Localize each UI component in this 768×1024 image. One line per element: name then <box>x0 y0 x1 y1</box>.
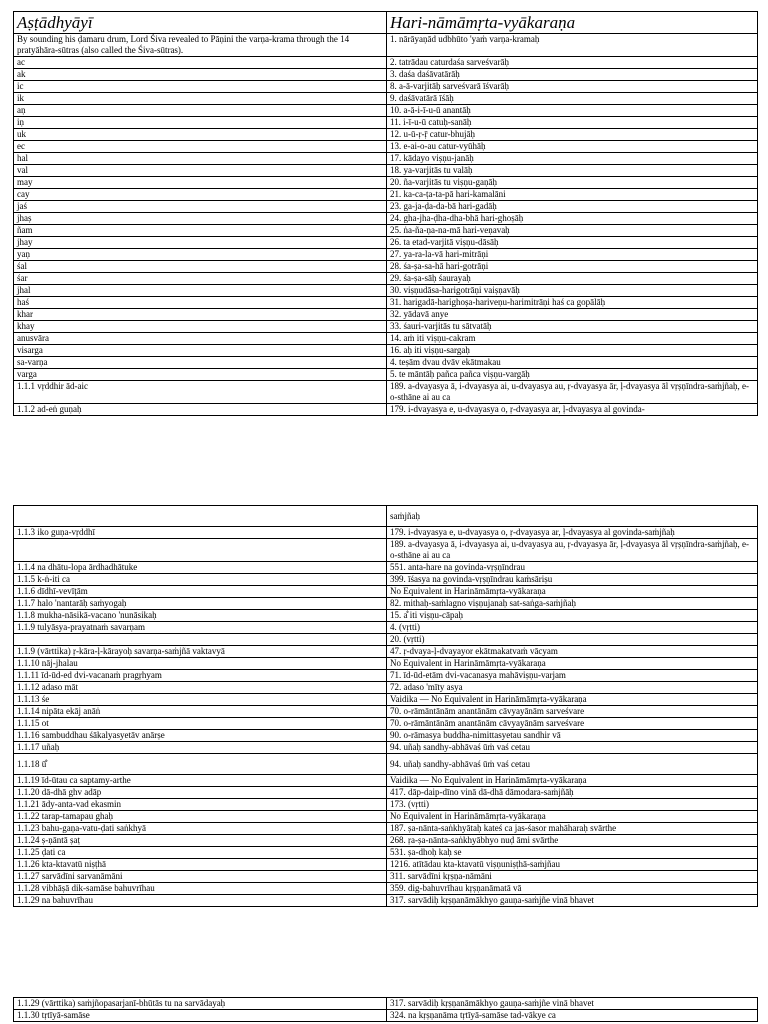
table-part-1 <box>13 11 758 416</box>
sutra-cell: 1.1.1 vṛddhir ād-aic <box>14 381 387 404</box>
sutra-cell: yaṇ <box>14 249 387 261</box>
table-row <box>14 598 758 610</box>
sutra-cell: By sounding his ḍamaru drum, Lord Śiva revealed to Pāṇini the varṇa-krama through the 14 pratyāhāra-sūtras (also called the Śiva-sūtras). <box>14 34 387 57</box>
equivalent-cell: 189. a-dvayasya ā, i-dvayasya ai, u-dvayasya au, ṛ-dvayasya ār, ḷ-dvayasya āl vṛṣṇīndra-saṁjñaḥ, e-o-sthāne ai au ca <box>387 539 758 562</box>
table-row <box>14 706 758 718</box>
equivalent-cell: 15. a̐ iti viṣṇu-cāpaḥ <box>387 610 758 622</box>
equivalent-cell: 47. ṛ-dvaya-ḷ-dvayayor ekātmakatvaṁ vācyam <box>387 646 758 658</box>
equivalent-cell: 20. ña-varjitās tu viṣṇu-gaṇāḥ <box>387 177 758 189</box>
sutra-cell: jhay <box>14 237 387 249</box>
table-row <box>14 646 758 658</box>
equivalent-cell: No Equivalent in Harināmāmṛta-vyākaraṇa <box>387 658 758 670</box>
sutra-cell: 1.1.20 dā-dhā ghv adāp <box>14 787 387 799</box>
sutra-cell: ak <box>14 69 387 81</box>
table-row <box>14 586 758 598</box>
equivalent-cell: 317. sarvādiḥ kṛṣṇanāmākhyo gauṇa-saṁjñe vinā bhavet <box>387 895 758 907</box>
equivalent-cell: 70. o-rāmāntānām anantānām cāvyayānām sarveśvare <box>387 706 758 718</box>
table-row <box>14 506 758 527</box>
sutra-cell: 1.1.10 nāj-jhalau <box>14 658 387 670</box>
table-row <box>14 742 758 754</box>
table-row <box>14 871 758 883</box>
header-ashtadhyayi: Aṣṭādhyāyī <box>14 12 387 34</box>
table-row <box>14 297 758 309</box>
sutra-cell: ñam <box>14 225 387 237</box>
equivalent-cell: 11. i-ī-u-ū catuḥ-sanāḥ <box>387 117 758 129</box>
equivalent-cell: 2. tatrādau caturdaśa sarveśvarāḥ <box>387 57 758 69</box>
sutra-cell: ac <box>14 57 387 69</box>
equivalent-cell: 179. i-dvayasya e, u-dvayasya o, ṛ-dvayasya ar, ḷ-dvayasya al govinda- <box>387 404 758 416</box>
table-row <box>14 610 758 622</box>
table-row <box>14 81 758 93</box>
equivalent-cell: 24. gha-jha-ḍha-dha-bhā hari-ghoṣāḥ <box>387 213 758 225</box>
sutra-cell: 1.1.7 halo 'nantarāḥ saṁyogaḥ <box>14 598 387 610</box>
equivalent-cell: 9. daśāvatārā īśāḥ <box>387 93 758 105</box>
equivalent-cell: 189. a-dvayasya ā, i-dvayasya ai, u-dvayasya au, ṛ-dvayasya ār, ḷ-dvayasya āl vṛṣṇīndra-saṁjñaḥ, e-o-sthāne ai au ca <box>387 381 758 404</box>
equivalent-cell: 417. dāp-daip-dīno vinā dā-dhā dāmodara-saṁjñāḥ <box>387 787 758 799</box>
sutra-cell: 1.1.16 sambuddhau śākalyasyetāv anārṣe <box>14 730 387 742</box>
sutra-cell: 1.1.6 dīdhī-vevīṭām <box>14 586 387 598</box>
equivalent-cell: 10. a-ā-i-ī-u-ū anantāḥ <box>387 105 758 117</box>
table-row <box>14 823 758 835</box>
equivalent-cell: 71. īd-ūd-etām dvi-vacanasya mahāviṣṇu-varjam <box>387 670 758 682</box>
table-row <box>14 718 758 730</box>
sutra-cell: 1.1.3 iko guṇa-vṛddhī <box>14 527 387 539</box>
table-row <box>14 1010 758 1022</box>
sutra-cell: 1.1.17 uñaḥ <box>14 742 387 754</box>
table-row <box>14 527 758 539</box>
table-row <box>14 237 758 249</box>
sutra-cell: 1.1.13 śe <box>14 694 387 706</box>
sutra-cell: śal <box>14 261 387 273</box>
table-row <box>14 213 758 225</box>
equivalent-cell: 12. u-ū-ṛ-ṝ catur-bhujāḥ <box>387 129 758 141</box>
equivalent-cell: 1. nārāyaṇād udbhūto 'yaṁ varṇa-kramaḥ <box>387 34 758 57</box>
table-row <box>14 369 758 381</box>
table-part-3 <box>13 997 758 1022</box>
equivalent-cell: 32. yādavā anye <box>387 309 758 321</box>
equivalent-cell: 90. o-rāmasya buddha-nimittasyetau sandhir vā <box>387 730 758 742</box>
sutra-cell: jaś <box>14 201 387 213</box>
sutra-cell: 1.1.19 īd-ūtau ca saptamy-arthe <box>14 775 387 787</box>
equivalent-cell: 26. ta etad-varjitā viṣṇu-dāsāḥ <box>387 237 758 249</box>
sutra-cell: 1.1.25 ḍati ca <box>14 847 387 859</box>
table-row <box>14 105 758 117</box>
sutra-cell: śar <box>14 273 387 285</box>
equivalent-cell: 29. śa-ṣa-sāḥ śaurayaḥ <box>387 273 758 285</box>
sutra-cell <box>14 634 387 646</box>
sutra-cell: may <box>14 177 387 189</box>
equivalent-cell: 25. ṅa-ña-ṇa-na-mā hari-veṇavaḥ <box>387 225 758 237</box>
table-row <box>14 404 758 416</box>
equivalent-cell: No Equivalent in Harināmāmṛta-vyākaraṇa <box>387 586 758 598</box>
equivalent-cell: 94. uñaḥ sandhy-abhāvaś ūṁ vaś cetau <box>387 754 758 775</box>
sutra-cell: iṇ <box>14 117 387 129</box>
sutra-cell: hal <box>14 153 387 165</box>
equivalent-cell: 531. ṣa-dhoḥ kaḥ se <box>387 847 758 859</box>
sutra-cell: sa-varṇa <box>14 357 387 369</box>
equivalent-cell: 187. ṣa-nānta-saṅkhyātaḥ kateś ca jas-śasor mahāharaḥ svārthe <box>387 823 758 835</box>
equivalent-cell: 82. mithaḥ-saṁlagno viṣṇujanaḥ sat-saṅga-saṁjñaḥ <box>387 598 758 610</box>
sutra-cell: aṇ <box>14 105 387 117</box>
equivalent-cell: 359. dig-bahuvrīhau kṛṣṇanāmatā vā <box>387 883 758 895</box>
table-row <box>14 730 758 742</box>
sutra-cell: 1.1.28 vibhāṣā dik-samāse bahuvrīhau <box>14 883 387 895</box>
table-row <box>14 895 758 907</box>
table-row <box>14 883 758 895</box>
table-row <box>14 381 758 404</box>
sutra-cell: visarga <box>14 345 387 357</box>
equivalent-cell: 28. śa-ṣa-sa-hā hari-gotrāṇi <box>387 261 758 273</box>
sutra-cell: jhal <box>14 285 387 297</box>
table-row <box>14 309 758 321</box>
sutra-cell: 1.1.4 na dhātu-lopa ārdhadhātuke <box>14 562 387 574</box>
table-row <box>14 682 758 694</box>
table-row <box>14 694 758 706</box>
equivalent-cell: 14. aṁ iti viṣṇu-cakram <box>387 333 758 345</box>
sutra-cell: 1.1.30 tṛtīyā-samāse <box>14 1010 387 1022</box>
table-row <box>14 333 758 345</box>
equivalent-cell: 173. (vṛtti) <box>387 799 758 811</box>
table-row <box>14 345 758 357</box>
equivalent-cell: 4. (vṛtti) <box>387 622 758 634</box>
table-row <box>14 261 758 273</box>
table-row <box>14 201 758 213</box>
table-row <box>14 69 758 81</box>
table-header-row <box>14 12 758 34</box>
table-row <box>14 177 758 189</box>
sutra-cell: anusvāra <box>14 333 387 345</box>
equivalent-cell: saṁjñaḥ <box>387 506 758 527</box>
sutra-cell: val <box>14 165 387 177</box>
sutra-cell: 1.1.15 ot <box>14 718 387 730</box>
table-row <box>14 622 758 634</box>
sutra-cell: uk <box>14 129 387 141</box>
table-row <box>14 574 758 586</box>
equivalent-cell: 4. teṣām dvau dvāv ekātmakau <box>387 357 758 369</box>
equivalent-cell: 31. harigadā-harighoṣa-hariveṇu-harimitrāṇi haś ca gopālāḥ <box>387 297 758 309</box>
sutra-cell: 1.1.29 (vārttika) saṁjñopasarjanī-bhūtās tu na sarvādayaḥ <box>14 998 387 1010</box>
equivalent-cell: 551. anta-hare na govinda-vṛṣṇīndrau <box>387 562 758 574</box>
equivalent-cell: 3. daśa daśāvatārāḥ <box>387 69 758 81</box>
table-row <box>14 754 758 775</box>
equivalent-cell: 268. ṛa-ṣa-nānta-saṅkhyābhyo nuḍ āmi svārthe <box>387 835 758 847</box>
table-row <box>14 799 758 811</box>
sutra-cell: 1.1.26 kta-ktavatū niṣṭhā <box>14 859 387 871</box>
equivalent-cell: 324. na kṛṣṇanāma tṛtīyā-samāse tad-vākye ca <box>387 1010 758 1022</box>
sutra-cell: cay <box>14 189 387 201</box>
sutra-cell: 1.1.11 īd-ūd-ed dvi-vacanaṁ pragṛhyam <box>14 670 387 682</box>
equivalent-cell: 18. ya-varjitās tu valāḥ <box>387 165 758 177</box>
sutra-cell: varga <box>14 369 387 381</box>
table-row <box>14 859 758 871</box>
sutra-cell: ic <box>14 81 387 93</box>
equivalent-cell: 33. śauri-varjitās tu sātvatāḥ <box>387 321 758 333</box>
table-row <box>14 835 758 847</box>
table-row <box>14 285 758 297</box>
table-row <box>14 93 758 105</box>
equivalent-cell: Vaidika — No Equivalent in Harināmāmṛta-vyākaraṇa <box>387 775 758 787</box>
table-row <box>14 787 758 799</box>
sutra-cell: 1.1.9 (vārttika) ṛ-kāra-ḷ-kārayoḥ savarṇa-saṁjñā vaktavyā <box>14 646 387 658</box>
table-row <box>14 153 758 165</box>
sutra-cell: 1.1.14 nipāta ekāj anāṅ <box>14 706 387 718</box>
sutra-cell: 1.1.12 adaso māt <box>14 682 387 694</box>
table-row <box>14 658 758 670</box>
sutra-cell: 1.1.29 na bahuvrīhau <box>14 895 387 907</box>
equivalent-cell: 17. kādayo viṣṇu-janāḥ <box>387 153 758 165</box>
equivalent-cell: 70. o-rāmāntānām anantānām cāvyayānām sarveśvare <box>387 718 758 730</box>
sutra-cell: 1.1.5 k-ṅ-iti ca <box>14 574 387 586</box>
equivalent-cell: 30. viṣṇudāsa-harigotrāṇi vaiṣṇavāḥ <box>387 285 758 297</box>
table-row <box>14 634 758 646</box>
sutra-cell: 1.1.24 ṣ-ṇāntā ṣaṭ <box>14 835 387 847</box>
sutra-cell: 1.1.8 mukha-nāsikā-vacano 'nunāsikaḥ <box>14 610 387 622</box>
equivalent-cell: 179. i-dvayasya e, u-dvayasya o, ṛ-dvayasya ar, ḷ-dvayasya al govinda-saṁjñaḥ <box>387 527 758 539</box>
equivalent-cell: 16. aḥ iti viṣṇu-sargaḥ <box>387 345 758 357</box>
equivalent-cell: 23. ga-ja-ḍa-da-bā hari-gadāḥ <box>387 201 758 213</box>
sutra-cell: khay <box>14 321 387 333</box>
equivalent-cell: 8. a-ā-varjitāḥ sarveśvarā īśvarāḥ <box>387 81 758 93</box>
table-row <box>14 117 758 129</box>
sutra-cell: ec <box>14 141 387 153</box>
table-part-2 <box>13 505 758 907</box>
table-row <box>14 165 758 177</box>
equivalent-cell: 317. sarvādiḥ kṛṣṇanāmākhyo gauṇa-saṁjñe vinā bhavet <box>387 998 758 1010</box>
sutra-cell: 1.1.21 ādy-anta-vad ekasmin <box>14 799 387 811</box>
table-row <box>14 141 758 153</box>
sutra-cell: 1.1.18 ū̐ <box>14 754 387 775</box>
equivalent-cell: 94. uñaḥ sandhy-abhāvaś ūṁ vaś cetau <box>387 742 758 754</box>
sutra-cell: 1.1.22 tarap-tamapau ghaḥ <box>14 811 387 823</box>
equivalent-cell: 72. adaso 'mīty asya <box>387 682 758 694</box>
table-row <box>14 775 758 787</box>
sutra-cell <box>14 539 387 562</box>
table-row <box>14 811 758 823</box>
equivalent-cell: No Equivalent in Harināmāmṛta-vyākaraṇa <box>387 811 758 823</box>
sutra-cell: 1.1.23 bahu-gaṇa-vatu-ḍati saṅkhyā <box>14 823 387 835</box>
sutra-cell: 1.1.2 ad-eṅ guṇaḥ <box>14 404 387 416</box>
sutra-cell <box>14 506 387 527</box>
table-row <box>14 847 758 859</box>
table-row <box>14 129 758 141</box>
equivalent-cell: 27. ya-ra-la-vā hari-mitrāṇi <box>387 249 758 261</box>
equivalent-cell: Vaidika — No Equivalent in Harināmāmṛta-vyākaraṇa <box>387 694 758 706</box>
table-row <box>14 34 758 57</box>
table-row <box>14 321 758 333</box>
table-row <box>14 189 758 201</box>
equivalent-cell: 20. (vṛtti) <box>387 634 758 646</box>
table-row <box>14 249 758 261</box>
sutra-cell: jhaṣ <box>14 213 387 225</box>
equivalent-cell: 13. e-ai-o-au catur-vyūhāḥ <box>387 141 758 153</box>
table-row <box>14 539 758 562</box>
table-row <box>14 670 758 682</box>
sutra-cell: 1.1.9 tulyāsya-prayatnaṁ savarṇam <box>14 622 387 634</box>
table-row <box>14 225 758 237</box>
equivalent-cell: 311. sarvādīni kṛṣṇa-nāmāni <box>387 871 758 883</box>
sutra-cell: haś <box>14 297 387 309</box>
equivalent-cell: 21. ka-ca-ṭa-ta-pā hari-kamalāni <box>387 189 758 201</box>
table-row <box>14 273 758 285</box>
equivalent-cell: 399. īśasya na govinda-vṛṣṇīndrau kaṁsāriṣu <box>387 574 758 586</box>
sutra-cell: khar <box>14 309 387 321</box>
equivalent-cell: 5. te māntāḥ pañca pañca viṣṇu-vargāḥ <box>387 369 758 381</box>
table-row <box>14 998 758 1010</box>
sutra-cell: ik <box>14 93 387 105</box>
table-row <box>14 562 758 574</box>
table-row <box>14 357 758 369</box>
header-hari-namamrta-vyakarana: Hari-nāmāmṛta-vyākaraṇa <box>387 12 758 34</box>
sutra-cell: 1.1.27 sarvādīni sarvanāmāni <box>14 871 387 883</box>
table-row <box>14 57 758 69</box>
equivalent-cell: 1216. atītādau kta-ktavatū viṣṇuniṣṭhā-saṁjñau <box>387 859 758 871</box>
